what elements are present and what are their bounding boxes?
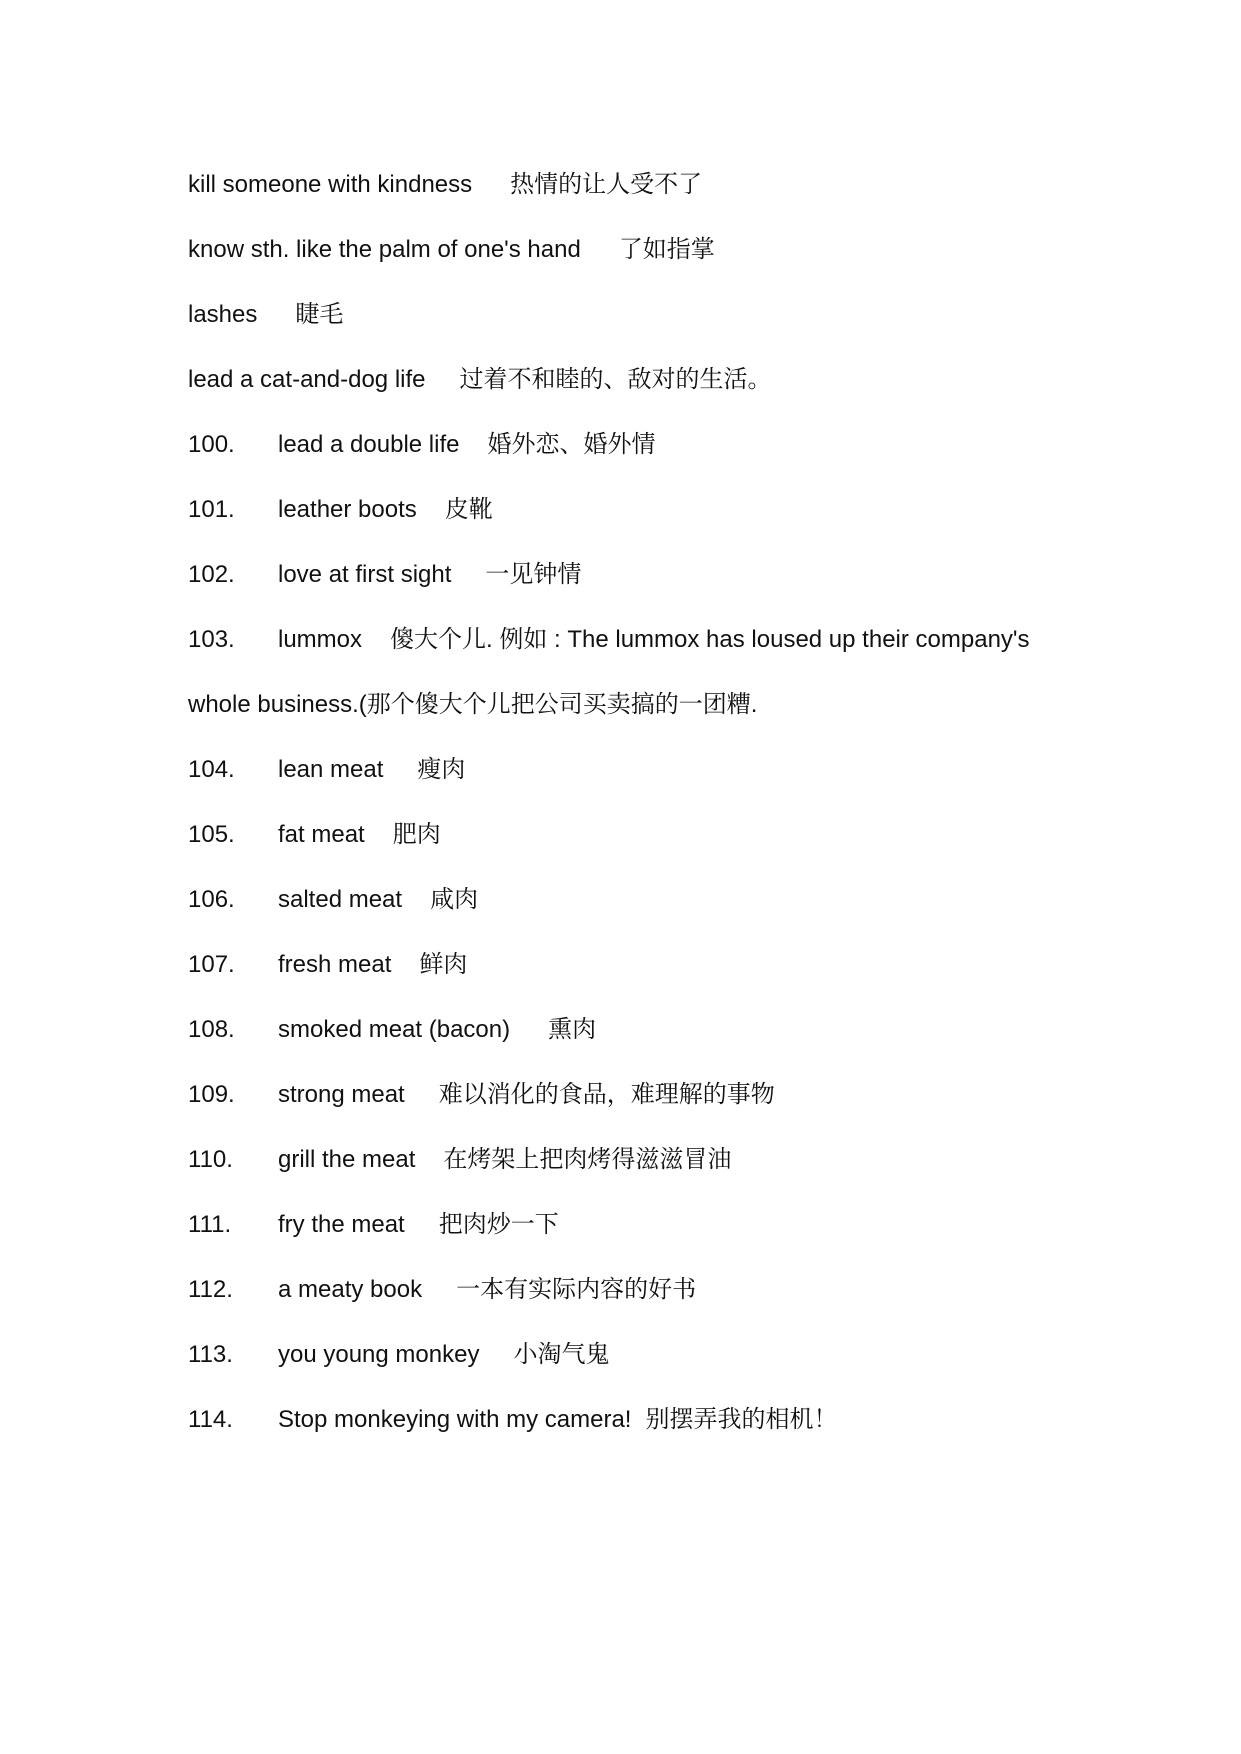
entry-chinese: 一本有实际内容的好书 [456, 1276, 697, 1303]
entry-chinese: 皮靴 [444, 496, 493, 523]
entry-english: love at first sight [278, 561, 452, 588]
entry-chinese: 婚外恋、婚外情 [487, 431, 656, 458]
entry-english: strong meat [278, 1081, 405, 1108]
entry-chinese: 傻大个儿. 例如 : The lummox has loused up their company's [390, 626, 1030, 653]
list-item [188, 295, 343, 335]
entry-english: salted meat [278, 886, 403, 913]
entry-english: Stop monkeying with my camera! [278, 1406, 632, 1433]
entry-chinese: 熏肉 [548, 1016, 597, 1043]
entry-number: 106. [188, 886, 235, 913]
entry-number: 105. [188, 821, 235, 848]
entry-number: 101. [188, 496, 235, 523]
entry-number: 110. [188, 1146, 233, 1173]
list-item [188, 620, 1030, 660]
entry-chinese: 过着不和睦的、敌对的生活。 [459, 366, 772, 393]
entry-english: know sth. like the palm of one's hand [188, 236, 581, 263]
entry-english: lead a double life [278, 431, 460, 458]
list-item [188, 1270, 696, 1310]
entry-chinese: 在烤架上把肉烤得滋滋冒油 [443, 1146, 732, 1173]
list-item [188, 1335, 609, 1375]
list-item [188, 1140, 731, 1180]
entry-english: you young monkey [278, 1341, 480, 1368]
entry-chinese: 肥肉 [392, 821, 441, 848]
entry-chinese: 睫毛 [295, 301, 344, 328]
entry-chinese: 难以消化的食品，难理解的事物 [438, 1081, 775, 1108]
list-item [188, 1400, 837, 1440]
entry-english: fry the meat [278, 1211, 405, 1238]
entry-english: a meaty book [278, 1276, 423, 1303]
entry-number: 100. [188, 431, 235, 458]
list-item [188, 425, 655, 465]
entry-number: 108. [188, 1016, 235, 1043]
entry-chinese: 鲜肉 [419, 951, 468, 978]
entry-number: 107. [188, 951, 235, 978]
list-item [188, 1010, 596, 1050]
entry-chinese: 一见钟情 [485, 561, 582, 588]
entry-number: 109. [188, 1081, 235, 1108]
entry-english: smoked meat (bacon) [278, 1016, 511, 1043]
entry-chinese: 把肉炒一下 [438, 1211, 559, 1238]
entry-english: lashes [188, 301, 258, 328]
list-item [188, 360, 772, 400]
list-item [188, 815, 441, 855]
list-item [188, 945, 467, 985]
list-item [188, 750, 465, 790]
list-item [188, 555, 581, 595]
entry-english: fat meat [278, 821, 365, 848]
entry-english: lean meat [278, 756, 384, 783]
entry-number: 114. [188, 1406, 233, 1433]
list-item-continuation [188, 685, 757, 725]
list-item [188, 1205, 559, 1245]
entry-english: kill someone with kindness [188, 171, 473, 198]
entry-number: 103. [188, 626, 235, 653]
entry-chinese: 小淘气鬼 [513, 1341, 610, 1368]
entry-chinese: 别摆弄我的相机！ [645, 1406, 838, 1433]
entry-english: leather boots [278, 496, 417, 523]
list-item [188, 165, 702, 205]
entry-chinese: 热情的让人受不了 [510, 171, 703, 198]
entry-number: 112. [188, 1276, 233, 1303]
entry-english: whole business.(那个傻大个儿把公司买卖搞的一团糟. [188, 691, 758, 718]
entry-english: fresh meat [278, 951, 392, 978]
list-item [188, 1075, 775, 1115]
entry-number: 104. [188, 756, 235, 783]
entry-number: 102. [188, 561, 235, 588]
entry-chinese: 了如指掌 [618, 236, 715, 263]
list-item [188, 230, 715, 270]
entry-english: lummox [278, 626, 363, 653]
list-item [188, 880, 478, 920]
entry-number: 113. [188, 1341, 233, 1368]
entry-chinese: 瘦肉 [417, 756, 466, 783]
list-item [188, 490, 493, 530]
entry-number: 111. [188, 1211, 232, 1238]
entry-chinese: 咸肉 [430, 886, 479, 913]
entry-english: grill the meat [278, 1146, 416, 1173]
entry-english: lead a cat-and-dog life [188, 366, 426, 393]
